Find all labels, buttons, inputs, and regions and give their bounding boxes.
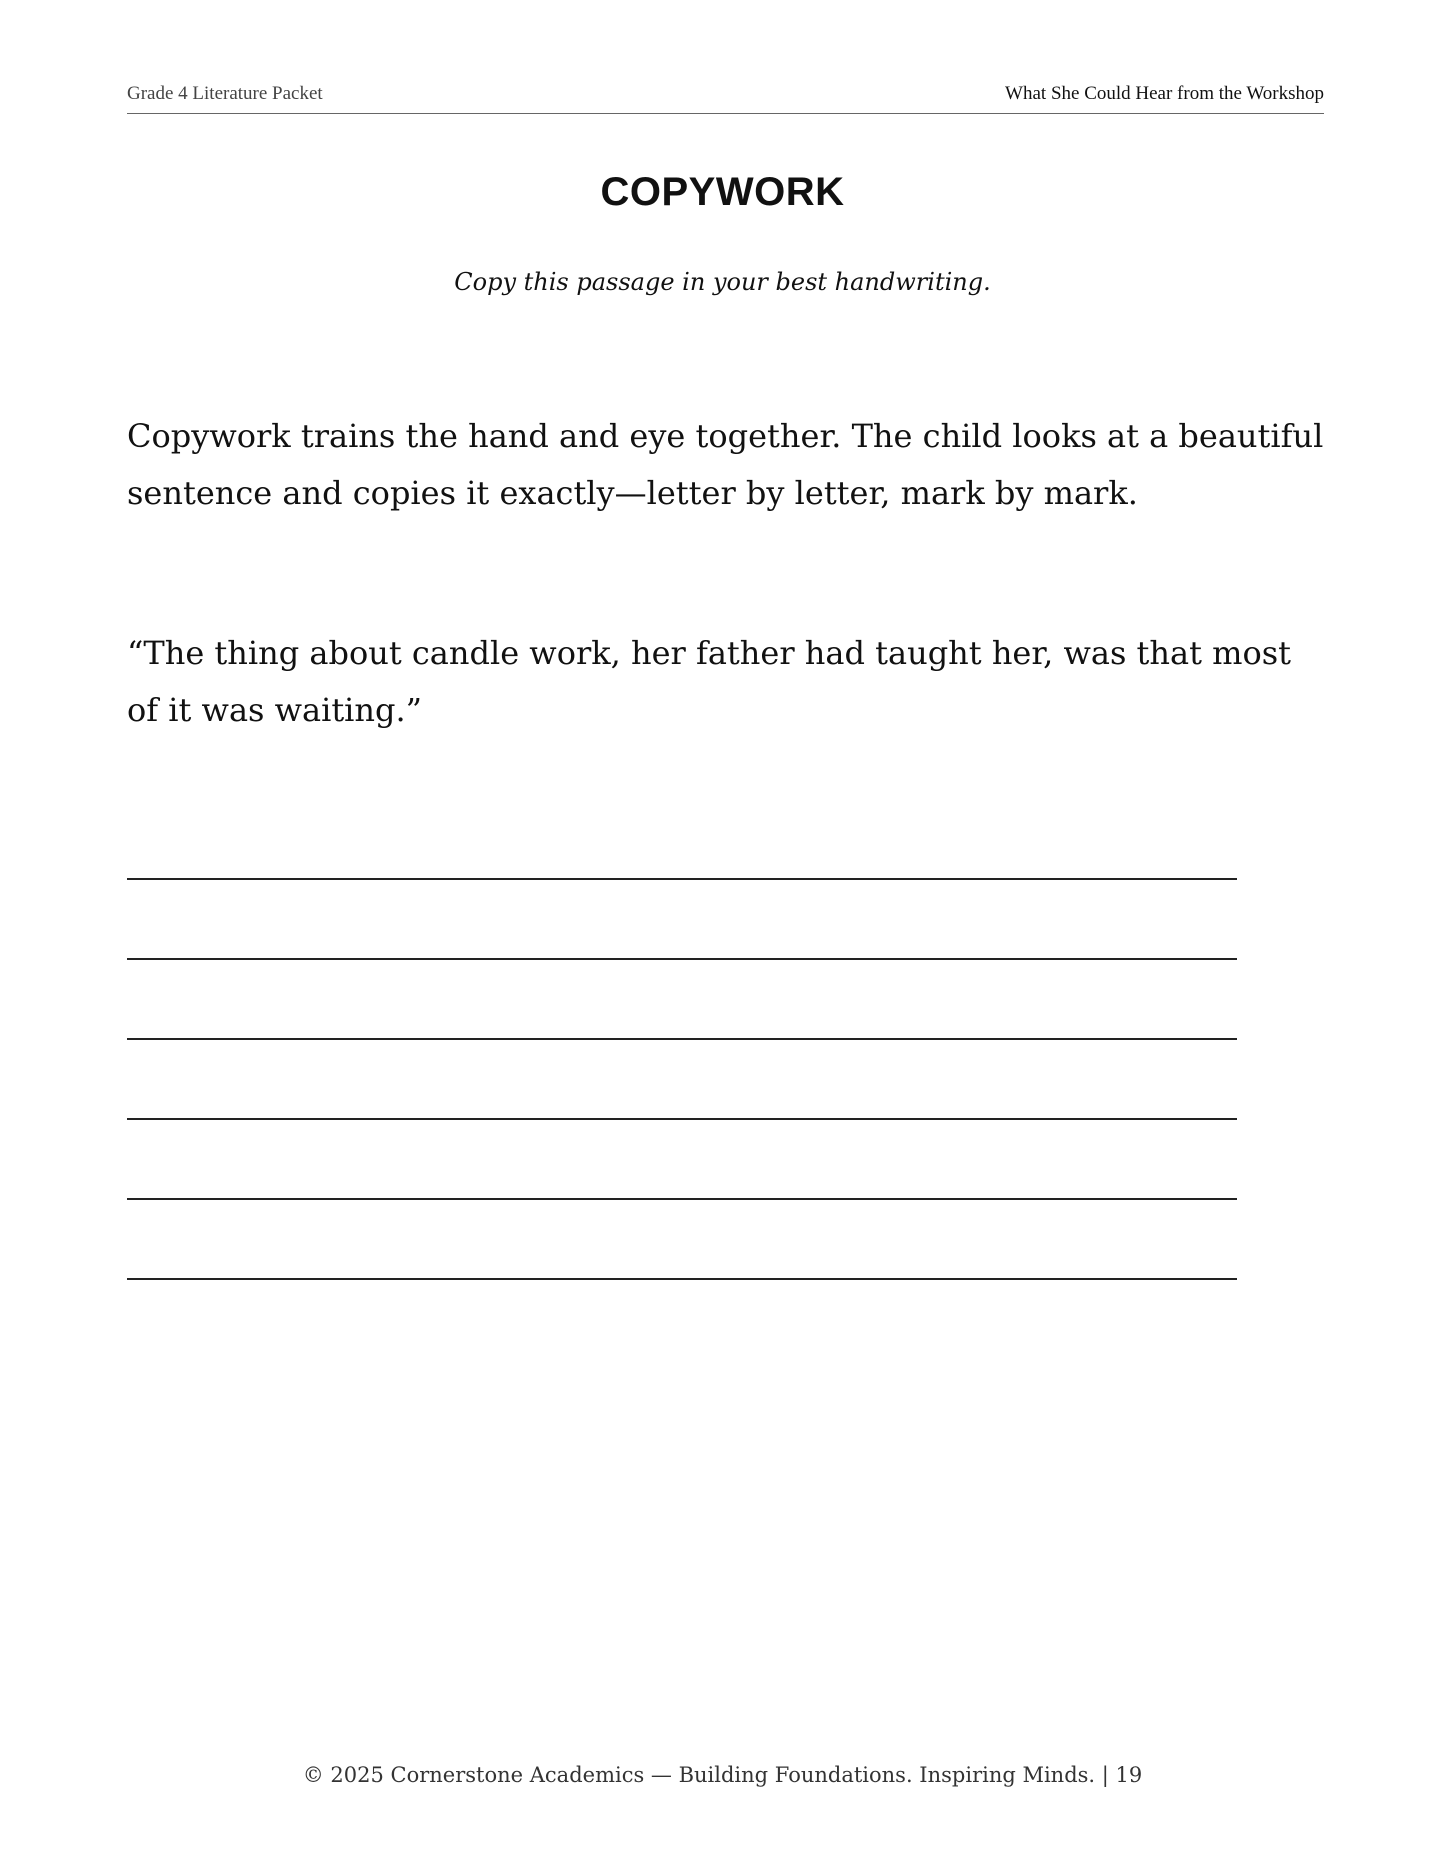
story-title: What She Could Hear from the Workshop: [1005, 83, 1324, 104]
writing-line[interactable]: [127, 1040, 1237, 1120]
packet-title: Grade 4 Literature Packet: [127, 83, 323, 104]
page-footer: © 2025 Cornerstone Academics — Building Foundations. Inspiring Minds. | 19: [302, 1763, 1143, 1787]
copy-passage: “The thing about candle work, her father had taught her, was that most of it was waiting.”: [127, 634, 1292, 729]
writing-line[interactable]: [127, 1200, 1237, 1280]
page-header: [127, 83, 1324, 114]
writing-line[interactable]: [127, 800, 1237, 880]
writing-lines: [127, 800, 1237, 1280]
instruction-text: Copy this passage in your best handwriting.: [454, 268, 991, 296]
writing-line[interactable]: [127, 1120, 1237, 1200]
writing-line[interactable]: [127, 960, 1237, 1040]
intro-paragraph: Copywork trains the hand and eye together. The child looks at a beautiful sentence and copies it exactly—letter by letter, mark by mark.: [127, 417, 1324, 512]
page-title: COPYWORK: [600, 170, 845, 214]
writing-line[interactable]: [127, 880, 1237, 960]
